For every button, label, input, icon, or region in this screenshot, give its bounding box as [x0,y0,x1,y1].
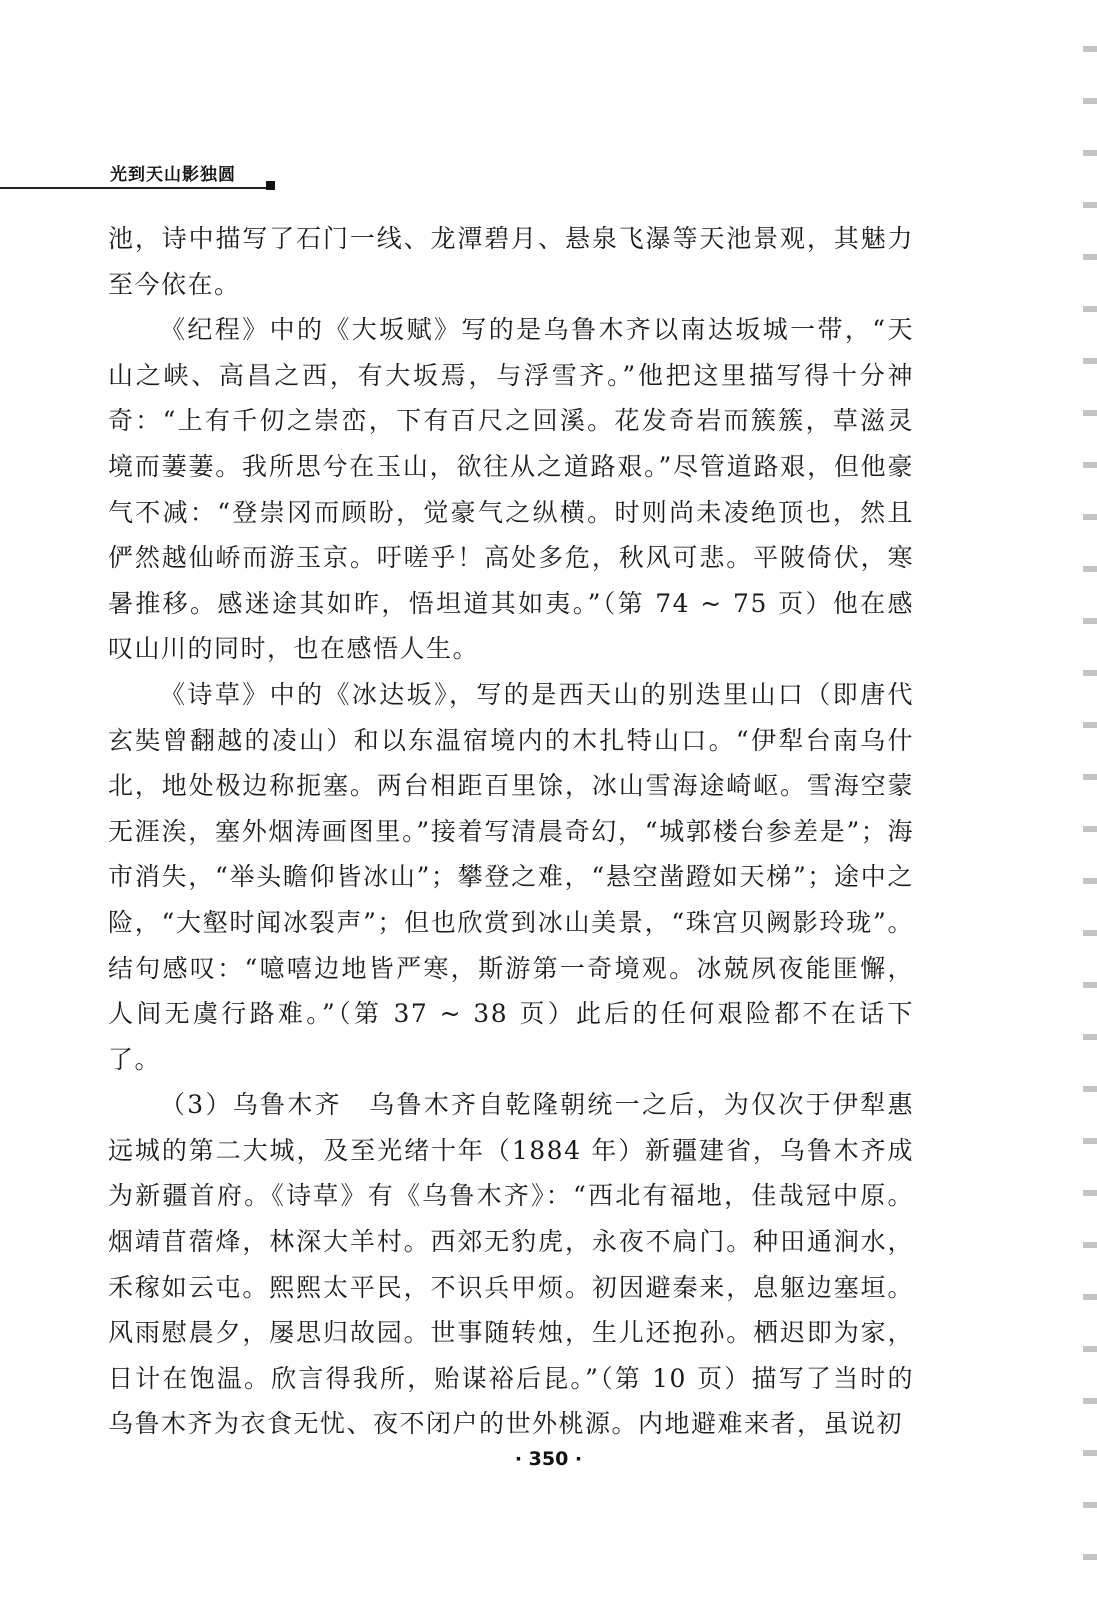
page-number: · 350 · [514,1448,583,1470]
running-header [0,160,290,190]
running-header-title: 光到天山影独圆 [110,165,236,185]
paragraph-daban-fu: 《纪程》中的《大坂赋》写的是乌鲁木齐以南达坂城一带，“天山之峡、高昌之西，有大坂焉，与浮雪齐。”他把这里描写得十分神奇：“上有千仞之崇峦，下有百尺之回溪。花发奇岩而簇簇，草滋灵境而萋萋。我所思兮在玉山，欲往从之道路艰。”尽管道路艰，但他豪气不减：“登崇冈而顾盼，觉豪气之纵横。时则尚未凌绝顶也，然且俨然越仙峤而游玉京。吁嗟乎！高处多危，秋风可悲。平陂倚伏，寒暑推移。感迷途其如昨，悟坦道其如夷。”（第 74 ~ 75 页）他在感叹山川的同时，也在感悟人生。 [108,315,914,664]
paragraph-continuation: 池，诗中描写了石门一线、龙潭碧月、悬泉飞瀑等天池景观，其魅力至今依在。 [108,224,914,299]
scan-edge-marks [1083,0,1097,1600]
body-text [108,216,914,1447]
header-square-mark [266,181,275,190]
paragraph-urumqi: （3）乌鲁木齐 乌鲁木齐自乾隆朝统一之后，为仅次于伊犁惠远城的第二大城，及至光绪十年（1884 年）新疆建省，乌鲁木齐成为新疆首府。《诗草》有《乌鲁木齐》：“西北有福地，佳哉冠中原。烟靖苜蓿烽，林深大羊村。西郊无豹虎，永夜不扃门。种田通涧水，禾稼如云屯。熙熙太平民，不识兵甲烦。初因避秦来，息躯边塞垣。风雨慰晨夕，屡思归故园。世事随转烛，生儿还抱孙。栖迟即为家，日计在饱温。欣言得我所，贻谋裕后昆。”（第 10 页）描写了当时的乌鲁木齐为衣食无忧、夜不闭户的世外桃源。内地避难来者，虽说初 [108,1090,914,1439]
header-rule [0,187,268,189]
paragraph-bing-daban: 《诗草》中的《冰达坂》，写的是西天山的别迭里山口（即唐代玄奘曾翻越的凌山）和以东温宿境内的木扎特山口。“伊犁台南乌什北，地处极边称扼塞。两台相距百里馀，冰山雪海途崎岖。雪海空蒙无涯涘，塞外烟涛画图里。”接着写清晨奇幻，“城郭楼台参差是”；海市消失，“举头瞻仰皆冰山”；攀登之难，“悬空凿蹬如天梯”；途中之险，“大壑时闻冰裂声”；但也欣赏到冰山美景，“珠宫贝阙影玲珑”。结句感叹：“噫嘻边地皆严寒，斯游第一奇境观。冰兢夙夜能匪懈，人间无虞行路难。”（第 37 ~ 38 页）此后的任何艰险都不在话下了。 [108,679,914,1074]
